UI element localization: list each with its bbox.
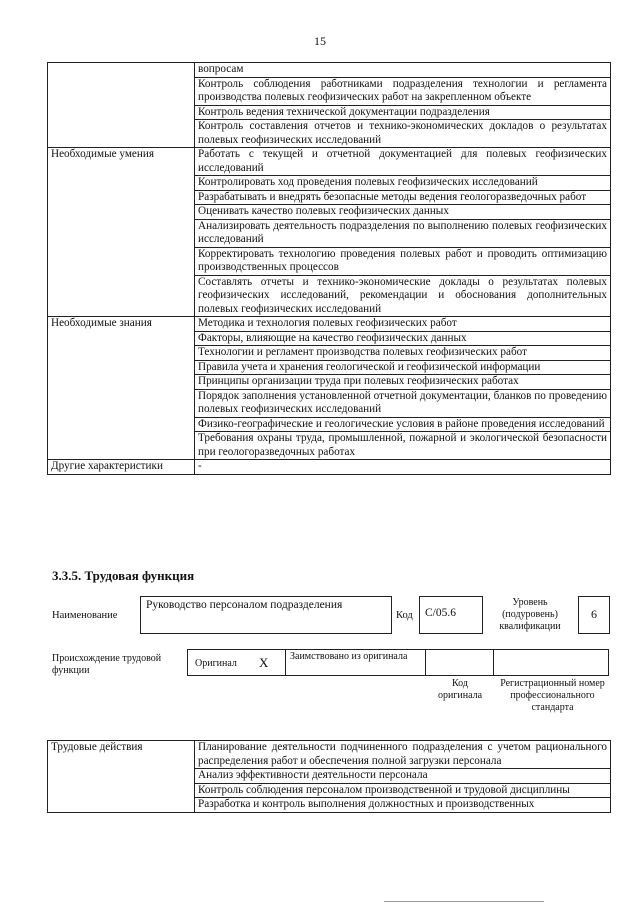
code-label: Код bbox=[396, 610, 413, 621]
row-label-knowledge: Необходимые знания bbox=[48, 317, 195, 460]
table-cell: Разработка и контроль выполнения должностных и производственных bbox=[195, 798, 611, 813]
level-label: Уровень (подуровень) квалификации bbox=[499, 597, 561, 632]
original-label: Оригинал bbox=[195, 658, 237, 669]
section-title: 3.3.5. Трудовая функция bbox=[52, 568, 195, 583]
reg-number-label: Регистрационный номер профессионального стандарта bbox=[500, 678, 605, 713]
row-label bbox=[48, 63, 195, 148]
origin-label: Происхождение трудовой функции bbox=[52, 653, 162, 676]
table-row bbox=[48, 741, 611, 769]
table-row bbox=[48, 148, 611, 176]
table-cell: Контроль ведения технической документации подразделения bbox=[195, 105, 611, 120]
table-cell: Планирование деятельности подчиненного подразделения с учетом рационального распределения работ и обеспечения полной загрузки персонала bbox=[195, 741, 611, 769]
table-cell: - bbox=[195, 460, 611, 475]
labor-actions-table bbox=[47, 740, 611, 813]
row-label-skills: Необходимые умения bbox=[48, 148, 195, 317]
divider bbox=[425, 649, 426, 676]
table-row bbox=[48, 460, 611, 475]
level-value: 6 bbox=[591, 607, 597, 621]
name-label: Наименование bbox=[52, 610, 118, 621]
table-cell: Правила учета и хранения геологической и геофизической информации bbox=[195, 360, 611, 375]
table-cell: Факторы, влияющие на качество геофизических данных bbox=[195, 331, 611, 346]
table-cell: Анализировать деятельность подразделения по выполнению полевых геофизических исследований bbox=[195, 219, 611, 247]
table-cell: Контроль соблюдения персоналом производственной и трудовой дисциплины bbox=[195, 783, 611, 798]
borrowed-label: Заимствовано из оригинала bbox=[290, 651, 408, 662]
table-cell: Составлять отчеты и технико-экономические доклады о результатах полевых геофизических исследований, рекомендации и обоснования дополнительных полевых геофизических исследований bbox=[195, 275, 611, 317]
code-original-label: Код оригинала bbox=[437, 678, 483, 701]
code-value-box bbox=[419, 596, 483, 634]
table-cell: Технологии и регламент производства полевых геофизических работ bbox=[195, 346, 611, 361]
row-label-actions: Трудовые действия bbox=[48, 741, 195, 813]
table-cell: Методика и технология полевых геофизических работ bbox=[195, 317, 611, 332]
skills-knowledge-table bbox=[47, 62, 611, 475]
table-cell: Контролировать ход проведения полевых геофизических исследований bbox=[195, 176, 611, 191]
table-cell: Требования охраны труда, промышленной, пожарной и экологической безопасности при геологоразведочных работах bbox=[195, 432, 611, 460]
table-cell: вопросам bbox=[195, 63, 611, 78]
original-mark: X bbox=[259, 655, 269, 670]
code-value: C/05.6 bbox=[425, 607, 456, 619]
level-value-box bbox=[578, 596, 610, 634]
table-cell: Анализ эффективности деятельности персонала bbox=[195, 769, 611, 784]
table-cell: Контроль соблюдения работниками подразделения технологии и регламента производства полевых геофизических работ на закрепленном объекте bbox=[195, 77, 611, 105]
divider bbox=[493, 649, 494, 676]
row-label-other: Другие характеристики bbox=[48, 460, 195, 475]
table-cell: Физико-географические и геологические условия в районе проведения исследований bbox=[195, 417, 611, 432]
table-row bbox=[48, 317, 611, 332]
table-cell: Контроль составления отчетов и технико-экономических докладов о результатах полевых геофизических исследований bbox=[195, 120, 611, 148]
divider bbox=[285, 649, 286, 676]
table-cell: Работать с текущей и отчетной документацией для полевых геофизических исследований bbox=[195, 148, 611, 176]
name-value-box bbox=[140, 596, 392, 634]
table-cell: Принципы организации труда при полевых геофизических работах bbox=[195, 375, 611, 390]
page-number: 15 bbox=[314, 34, 326, 48]
table-cell: Порядок заполнения установленной отчетной документации, бланков по проведению полевых геофизических исследований bbox=[195, 389, 611, 417]
table-cell: Корректировать технологию проведения полевых работ и проводить оптимизацию производственных процессов bbox=[195, 247, 611, 275]
page-edge-line bbox=[384, 901, 544, 902]
table-cell: Оценивать качество полевых геофизических данных bbox=[195, 205, 611, 220]
table-cell: Разрабатывать и внедрять безопасные методы ведения геологоразведочных работ bbox=[195, 190, 611, 205]
name-value: Руководство персоналом подразделения bbox=[146, 599, 343, 611]
table-row bbox=[48, 63, 611, 78]
